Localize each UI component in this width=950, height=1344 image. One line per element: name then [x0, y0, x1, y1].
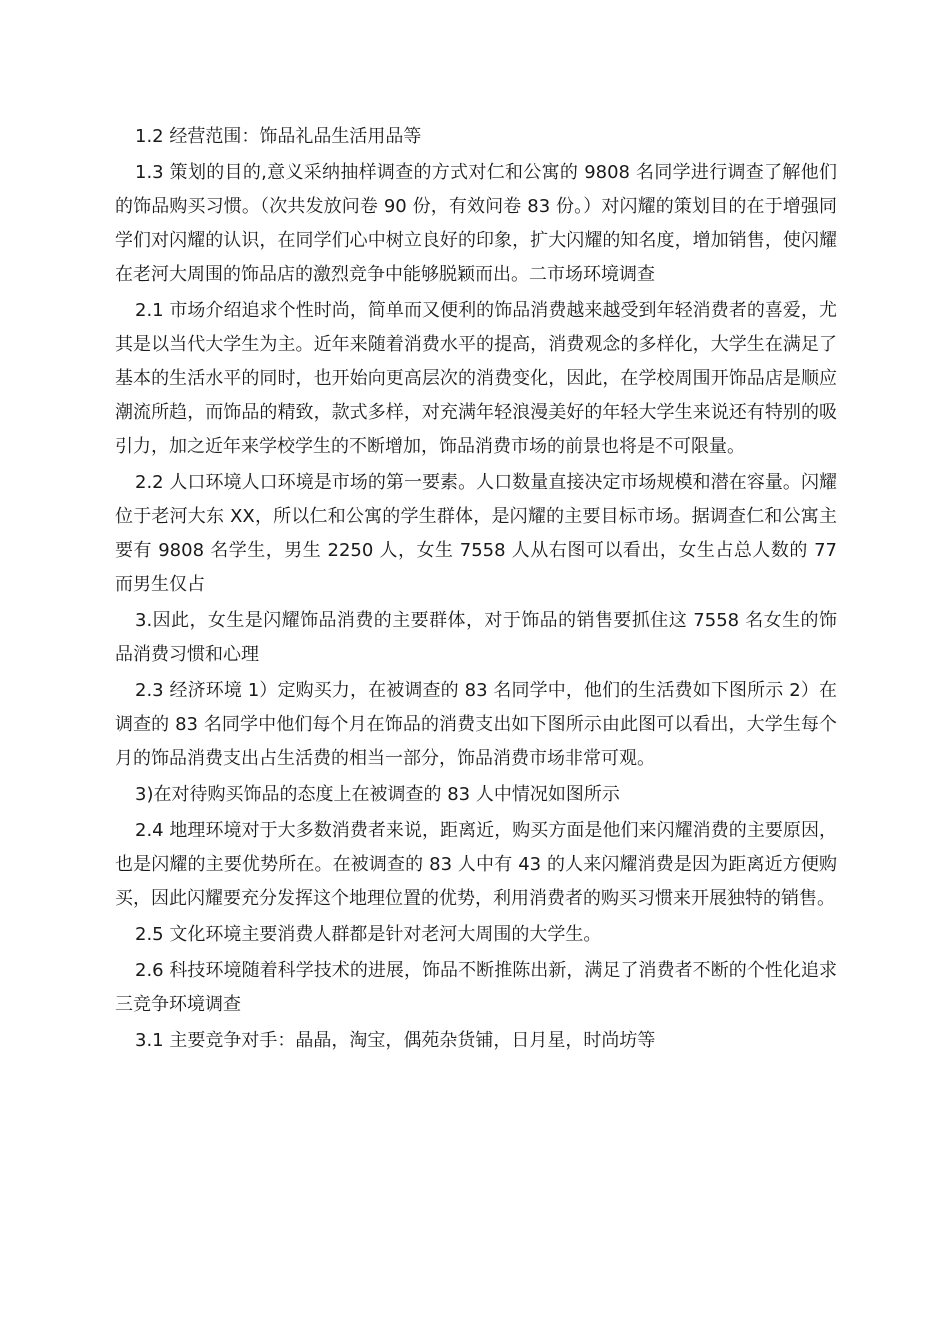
paragraph-purchase-attitude: 3)在对待购买饰品的态度上在被调查的 83 人中情况如图所示 [135, 784, 620, 805]
paragraph-population-environment: 2.2 人口环境人口环境是市场的第一要素。人口数量直接决定市场规模和潜在容量。闪耀位于老河大东 XX，所以仁和公寓的学生群体，是闪耀的主要目标市场。据调查仁和公寓主要有 9808 名学生，男生 2250 人，女生 7558 人从右图可以看出，女生占总人数的 77 而男生仅占 [115, 472, 837, 595]
paragraph-planning-purpose: 1.3 策划的目的,意义采纳抽样调查的方式对仁和公寓的 9808 名同学进行调查了解他们的饰品购买习惯。（次共发放问卷 90 份，有效问卷 83 份。）对闪耀的策划目的在于增强同学们对闪耀的认识，在同学们心中树立良好的印象，扩大闪耀的知名度，增加销售，使闪耀在老河大周围的饰品店的激烈竞争中能够脱颖而出。二市场环境调查 [115, 162, 837, 285]
paragraph-tech-environment: 2.6 科技环境随着科学技术的进展，饰品不断推陈出新，满足了消费者不断的个性化追求三竞争环境调查 [115, 960, 837, 1015]
paragraph-competitors: 3.1 主要竞争对手：晶晶，淘宝，偶苑杂货铺，日月星，时尚坊等 [135, 1030, 656, 1051]
paragraph-female-consumers: 3.因此，女生是闪耀饰品消费的主要群体，对于饰品的销售要抓住这 7558 名女生的饰品消费习惯和心理 [115, 610, 837, 665]
paragraph-cultural-environment: 2.5 文化环境主要消费人群都是针对老河大周围的大学生。 [135, 924, 602, 945]
paragraph-geographic-environment: 2.4 地理环境对于大多数消费者来说，距离近，购买方面是他们来闪耀消费的主要原因，也是闪耀的主要优势所在。在被调查的 83 人中有 43 的人来闪耀消费是因为距离近方便购买，因此闪耀要充分发挥这个地理位置的优势，利用消费者的购买习惯来开展独特的销售。 [115, 820, 837, 909]
document-body [115, 120, 837, 1058]
paragraph-market-intro: 2.1 市场介绍追求个性时尚，简单而又便利的饰品消费越来越受到年轻消费者的喜爱，尤其是以当代大学生为主。近年来随着消费水平的提高，消费观念的多样化，大学生在满足了基本的生活水平的同时，也开始向更高层次的消费变化，因此，在学校周围开饰品店是顺应潮流所趋，而饰品的精致，款式多样，对充满年轻浪漫美好的年轻大学生来说还有特别的吸引力，加之近年来学校学生的不断增加，饰品消费市场的前景也将是不可限量。 [115, 300, 837, 457]
paragraph-business-scope: 1.2 经营范围：饰品礼品生活用品等 [135, 126, 422, 147]
paragraph-economic-environment: 2.3 经济环境 1）定购买力，在被调查的 83 名同学中，他们的生活费如下图所示 2）在调查的 83 名同学中他们每个月在饰品的消费支出如下图所示由此图可以看出，大学生每个月的饰品消费支出占生活费的相当一部分，饰品消费市场非常可观。 [115, 680, 837, 769]
